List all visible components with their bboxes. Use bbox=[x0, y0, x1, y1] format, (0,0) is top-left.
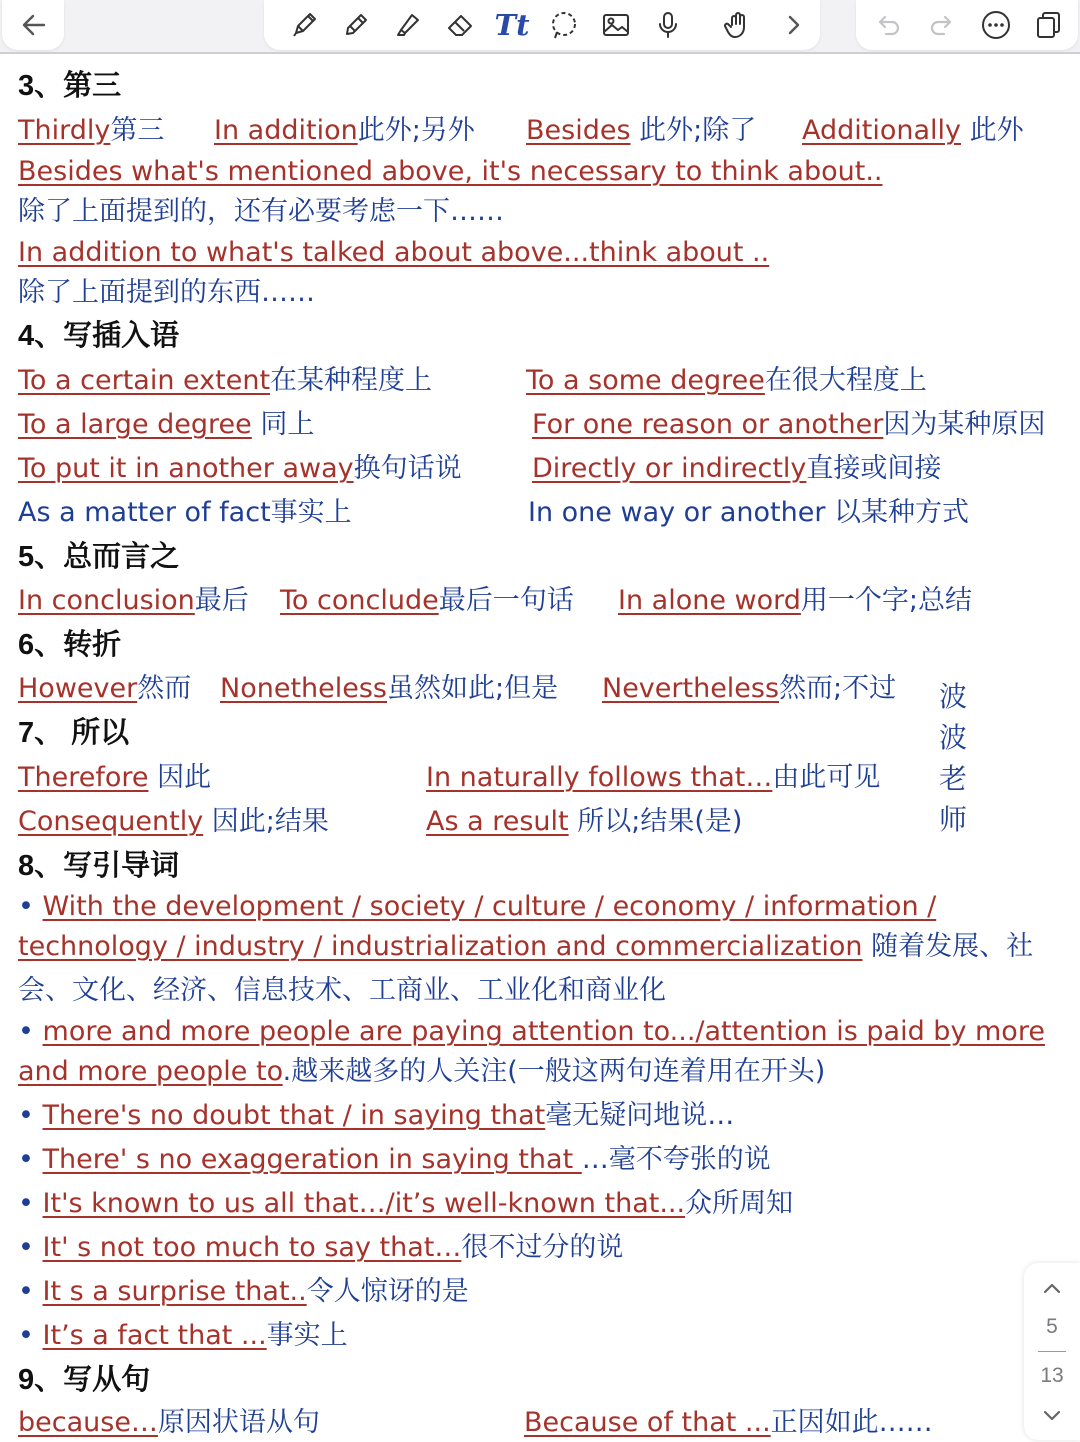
chinese-meaning: 然而 bbox=[137, 673, 192, 704]
english-phrase: Therefore bbox=[18, 762, 149, 793]
section-heading: 7、 所以 bbox=[18, 717, 130, 749]
note-line bbox=[18, 234, 769, 272]
english-phrase: Consequently bbox=[18, 806, 204, 837]
english-phrase: As a result bbox=[426, 806, 569, 837]
english-phrase: However bbox=[18, 673, 138, 704]
bullet: • bbox=[18, 1232, 43, 1263]
chinese-meaning: 正因如此…… bbox=[770, 1407, 933, 1438]
chinese-meaning: 换句话说 bbox=[353, 453, 462, 484]
chinese-meaning: 事实上 bbox=[270, 497, 352, 528]
page-navigator bbox=[1024, 1263, 1080, 1440]
chinese-meaning: 随着发展、社 bbox=[862, 931, 1034, 962]
english-phrase: To put it in another away bbox=[18, 453, 354, 484]
section-heading: 4、写插入语 bbox=[18, 320, 180, 352]
english-phrase: To a large degree bbox=[18, 409, 252, 440]
english-phrase: It's known to us all that…/it’s well-known that... bbox=[42, 1188, 686, 1219]
signature-char: 老 bbox=[938, 762, 967, 795]
english-phrase: Because of that ... bbox=[524, 1407, 771, 1438]
page-number-divider bbox=[1038, 1351, 1066, 1352]
chinese-meaning: 因此 bbox=[148, 762, 212, 793]
note-line bbox=[18, 1273, 469, 1311]
text-tool-label: Tt bbox=[494, 8, 530, 42]
english-phrase: Besides bbox=[526, 115, 631, 146]
english-phrase: Besides what's mentioned above, it's necessary to think about.. bbox=[18, 156, 883, 187]
chinese-meaning: 原因状语从句 bbox=[157, 1407, 320, 1438]
bullet: • bbox=[18, 1144, 43, 1175]
note-line bbox=[18, 928, 1033, 966]
english-phrase: Nonetheless bbox=[220, 673, 387, 704]
page-down-icon[interactable] bbox=[1038, 1403, 1066, 1427]
bullet: • bbox=[18, 1320, 43, 1351]
chinese-meaning: 所以;结果(是) bbox=[568, 806, 743, 837]
english-phrase: Directly or indirectly bbox=[532, 453, 807, 484]
signature-char: 波 bbox=[938, 721, 967, 754]
chinese-meaning: 令人惊讶的是 bbox=[306, 1276, 469, 1307]
english-phrase: In naturally follows that… bbox=[426, 762, 773, 793]
section-heading: 5、总而言之 bbox=[18, 541, 180, 573]
english-phrase: Thirdly bbox=[18, 115, 111, 146]
english-phrase: With the development / society / culture / economy / information / bbox=[42, 891, 937, 922]
english-phrase: There's no doubt that / in saying that bbox=[42, 1100, 546, 1131]
chinese-meaning: 用一个字;总结 bbox=[800, 585, 973, 616]
chinese-meaning: 在某种程度上 bbox=[270, 365, 433, 396]
chinese-meaning: 事实上 bbox=[266, 1320, 348, 1351]
bullet: • bbox=[18, 1016, 43, 1047]
bullet: • bbox=[18, 1100, 43, 1131]
note-line bbox=[18, 193, 504, 231]
chinese-meaning: 最后一句话 bbox=[438, 585, 574, 616]
english-phrase: and more people to bbox=[18, 1056, 283, 1087]
note-line bbox=[18, 1185, 793, 1223]
section-heading: 9、写从句 bbox=[18, 1364, 151, 1396]
chinese-meaning: 除了上面提到的，还有必要考虑一下…… bbox=[18, 196, 504, 227]
english-phrase: In addition to what's talked about above...think about .. bbox=[18, 237, 770, 268]
english-phrase: In conclusion bbox=[18, 585, 195, 616]
note-line bbox=[18, 153, 883, 191]
english-phrase: In alone word bbox=[618, 585, 801, 616]
chinese-meaning: 虽然如此;但是 bbox=[387, 673, 559, 704]
english-phrase: It’s a fact that ... bbox=[42, 1320, 267, 1351]
chinese-meaning: 在很大程度上 bbox=[764, 365, 927, 396]
current-page-number: 5 bbox=[1046, 1315, 1058, 1338]
chinese-meaning: 此外;另外 bbox=[357, 115, 475, 146]
english-phrase: It' s not too much to say that… bbox=[42, 1232, 462, 1263]
english-phrase: As a matter of fact bbox=[18, 497, 271, 528]
chinese-meaning: 以某种方式 bbox=[825, 497, 970, 528]
note-line bbox=[18, 1141, 771, 1179]
section-heading: 6、转折 bbox=[18, 629, 122, 661]
chinese-meaning: 同上 bbox=[251, 409, 315, 440]
english-phrase: To a some degree bbox=[526, 365, 765, 396]
english-phrase: There' s no exaggeration in saying that bbox=[42, 1144, 582, 1175]
section-heading: 8、写引导词 bbox=[18, 850, 180, 882]
english-phrase: Nevertheless bbox=[602, 673, 780, 704]
english-phrase: It s a surprise that.. bbox=[42, 1276, 307, 1307]
chinese-meaning: 此外 bbox=[961, 115, 1024, 146]
english-phrase: because… bbox=[18, 1407, 158, 1438]
english-phrase: more and more people are paying attention to.../attention is paid by more bbox=[42, 1016, 1045, 1047]
chinese-meaning: 很不过分的说 bbox=[461, 1232, 624, 1263]
page-up-icon[interactable] bbox=[1038, 1277, 1066, 1301]
note-line bbox=[18, 972, 666, 1010]
note-line bbox=[18, 1097, 734, 1135]
chinese-meaning: …毫不夸张的说 bbox=[581, 1144, 771, 1175]
english-phrase: To conclude bbox=[280, 585, 439, 616]
total-page-count: 13 bbox=[1040, 1364, 1064, 1387]
english-phrase: To a certain extent bbox=[18, 365, 271, 396]
chinese-meaning: 由此可见 bbox=[772, 762, 881, 793]
section-heading: 3、第三 bbox=[18, 70, 122, 102]
note-line bbox=[18, 1229, 623, 1267]
signature-char: 师 bbox=[938, 803, 967, 836]
chinese-meaning: 第三 bbox=[110, 115, 165, 146]
chinese-meaning: 除了上面提到的东西…… bbox=[18, 277, 315, 308]
english-phrase: In one way or another bbox=[528, 497, 826, 528]
bullet: • bbox=[18, 1276, 43, 1307]
chinese-meaning: 然而;不过 bbox=[779, 673, 897, 704]
english-phrase: technology / industry / industrialization and commercialization bbox=[18, 931, 863, 962]
chinese-meaning: 此外;除了 bbox=[630, 115, 757, 146]
signature-char: 波 bbox=[938, 680, 967, 713]
english-phrase: In addition bbox=[214, 115, 358, 146]
note-line bbox=[18, 274, 315, 312]
note-line bbox=[18, 1317, 348, 1355]
chinese-meaning: 因为某种原因 bbox=[883, 409, 1046, 440]
english-phrase: Additionally bbox=[802, 115, 962, 146]
chinese-meaning: 最后 bbox=[194, 585, 249, 616]
chinese-meaning: 会、文化、经济、信息技术、工商业、工业化和商业化 bbox=[18, 975, 666, 1006]
chinese-meaning: .越来越多的人关注(一般这两句连着用在开头) bbox=[282, 1056, 826, 1087]
bullet: • bbox=[18, 1188, 43, 1219]
chinese-meaning: 直接或间接 bbox=[806, 453, 942, 484]
note-line bbox=[18, 1013, 1045, 1051]
english-phrase: For one reason or another bbox=[532, 409, 884, 440]
chinese-meaning: 毫无疑问地说… bbox=[545, 1100, 735, 1131]
bullet: • bbox=[18, 891, 43, 922]
chinese-meaning: 众所周知 bbox=[685, 1188, 794, 1219]
note-line bbox=[18, 888, 936, 926]
note-line bbox=[18, 1053, 825, 1091]
chinese-meaning: 因此;结果 bbox=[203, 806, 329, 837]
